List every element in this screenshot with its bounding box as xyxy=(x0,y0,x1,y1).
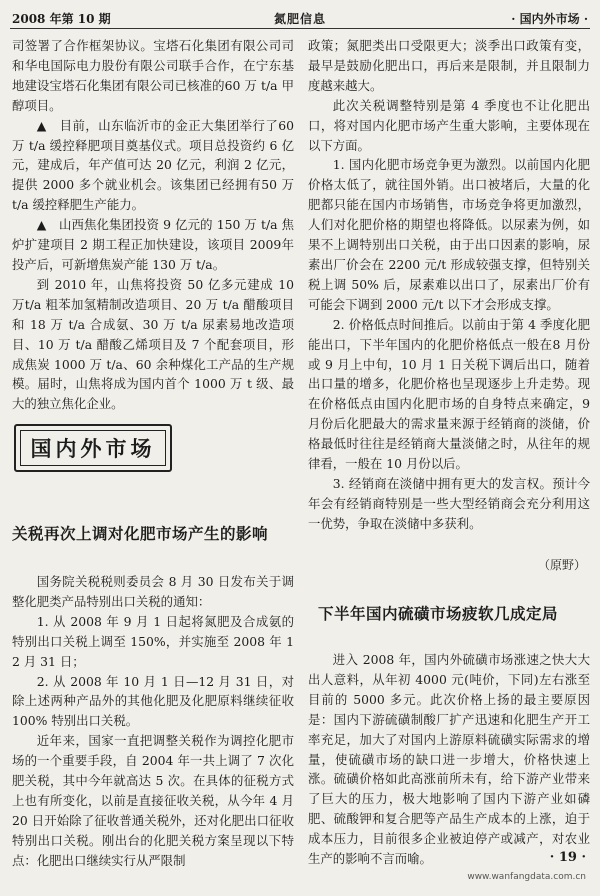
article1-rpara-2: 1. 国内化肥市场竞争更为激烈。以前国内化肥价格太低了，就往国外销。出口被堵后，大量的化肥都只能在国内市场销售，市场竞争将更加激烈，人们对化肥价格的期望也将降低。以尿素为例，如果不上调特别出口关税，由于出口因素的影响，尿素出厂价会在 2200 元/t 形成较强支撑，但特别关税上调 50% 后，尿素难以出口了，尿素出厂价有可能会下调到 2000 元/t 以下才会形成支撑。 xyxy=(308,157,590,312)
left-column-top xyxy=(12,36,294,414)
magazine-name: 氮肥信息 xyxy=(273,12,326,26)
article1-para-1: 1. 从 2008 年 9 月 1 日起将氮肥及合成氨的特别出口关税上调至 150%，并实施至 2008 年 12 月 31 日； xyxy=(12,613,294,669)
left-para-1: ▲ 目前，山东临沂市的金正大集团举行了60 万 t/a 缓控释肥项目奠基仪式。项目总投资约 6 亿元，建成后，年产值可达 20 亿元，利润 2 亿元，提供 2000 多个就业机会。该集团已经拥有50 万 t/a 缓控释肥生产能力。 xyxy=(12,117,294,213)
article1-title: 关税再次上调对化肥市场产生的影响 xyxy=(12,524,269,543)
article2-title: 下半年国内硫磺市场疲软几成定局 xyxy=(318,604,559,623)
article1-signature: （原野） xyxy=(537,558,586,572)
article2-column xyxy=(308,650,590,869)
watermark: www.wanfangdata.com.cn xyxy=(467,872,586,882)
issue-label: 2008 年第 10 期 xyxy=(12,12,111,26)
article1-rpara-1: 此次关税调整特别是第 4 季度也不让化肥出口，将对国内化肥市场产生重大影响，主要体现在以下方面。 xyxy=(308,97,590,153)
section-label: · 国内外市场 · xyxy=(511,12,588,26)
article2-para-0: 进入 2008 年，国内外硫磺市场涨速之快大大出人意料，从年初 4000 元(吨价，下同)左右涨至目前的 5000 多元。此次价格上扬的最主要原因是：国内下游硫磺制酸厂扩产迅速和化肥生产开工率充足，加大了对国内上游原料硫磺实际需求的增量，使硫磺市场的缺口进一步增大，价格快速上涨。硫磺价格如此高涨前所未有，给下游产业带来了巨大的压力，极大地影响了国内下游产业如磷肥、硫酸钾和复合肥等产品生产成本的上涨，迫于成本压力，目前很多企业被迫停产或减产，对农业生产的影响不言而喻。 xyxy=(308,652,590,867)
article1-right-column xyxy=(308,36,590,534)
left-para-0: 司签署了合作框架协议。宝塔石化集团有限公司司和华电国际电力股份有限公司联手合作，在宁东基地建设宝塔石化集团有限公司已核准的60 万 t/a 甲醇项目。 xyxy=(12,38,294,113)
article1-rpara-4: 3. 经销商在淡储中拥有更大的发言权。预计今年会有经销商特别是一些大型经销商会充分利用这一优势，争取在淡储中多获利。 xyxy=(308,475,590,531)
section-heading-text: 国内外市场 xyxy=(20,430,166,466)
left-para-3: 到 2010 年，山焦将投资 50 亿多元建成 10 万t/a 粗苯加氢精制改造项目、20 万 t/a 醋酸项目和 18 万 t/a 合成氨、30 万 t/a 尿素易地改造项目、10 万 t/a 醋酸乙烯项目及 7 个配套项目，形成焦炭 1000 万 t/a、60 余种煤化工产品的生产规模。届时，山焦将成为国内首个 1000 万 t 级、最大的独立焦化企业。 xyxy=(12,276,294,412)
article1-rpara-3: 2. 价格低点时间推后。以前由于第 4 季度化肥能出口，下半年国内的化肥价格低点一般在8 月份或 9 月上中旬，10 月 1 日关税下调后出口，随着出口量的增多，化肥价格也呈现逐步上升走势。现在价格低点由国内化肥市场的自身特点来确定，9 月份后化肥最大的需求量来源于经销商的淡储，价格最低时往往是经销商大量淡储之时，从往年的规律看，一般在 10 月份以后。 xyxy=(308,316,590,472)
running-header xyxy=(10,6,590,29)
article1-para-2: 2. 从 2008 年 10 月 1 日—12 月 31 日，对除上述两种产品外的其他化肥及化肥原料继续征收 100% 特别出口关税。 xyxy=(12,673,294,729)
page-number: · 19 · xyxy=(549,850,586,865)
article1-rpara-0: 政策；氮肥类出口受限更大；淡季出口政策有变，最早是鼓励化肥出口，再后来是限制，并且限制力度越来越大。 xyxy=(308,38,590,93)
article1-para-3: 近年来，国家一直把调整关税作为调控化肥市场的一个重要手段，自 2004 年一共上调了 7 次化肥关税，其中今年就高达 5 次。在具体的征税方式上也有所变化，以前是直接征收关税，从今年 4 月 20 日开始除了征收普通关税外，还对化肥出口征收特别出口关税。刚出台的化肥关税方案呈现以下特点：化肥出口继续实行从严限制 xyxy=(12,733,294,868)
article1-para-0: 国务院关税税则委员会 8 月 30 日发布关于调整化肥类产品特别出口关税的通知： xyxy=(12,574,294,609)
left-para-2: ▲ 山西焦化集团投资 9 亿元的 150 万 t/a 焦炉扩建项目 2 期工程正加快建设，该项目 2009年投产后，可新增焦炭产能 130 万 t/a。 xyxy=(12,217,294,272)
article1-left-column xyxy=(12,572,294,871)
section-heading-box xyxy=(14,424,172,472)
